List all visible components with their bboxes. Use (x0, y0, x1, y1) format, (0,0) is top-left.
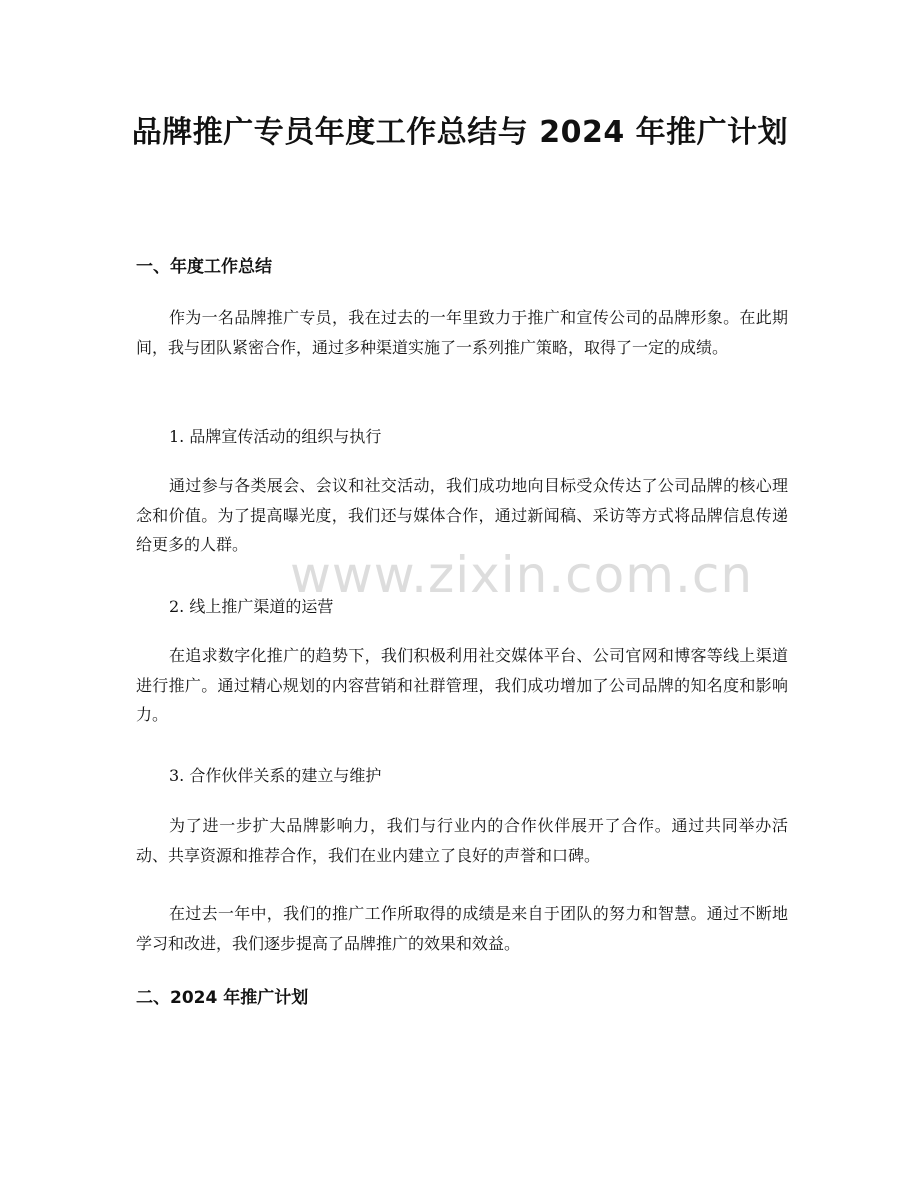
document-title: 品牌推广专员年度工作总结与 2024 年推广计划 (131, 115, 789, 150)
item-title-3: 3. 合作伙伴关系的建立与维护 (169, 766, 382, 785)
section-heading-summary: 一、年度工作总结 (136, 257, 272, 277)
conclusion-paragraph: 在过去一年中，我们的推广工作所取得的成绩是来自于团队的努力和智慧。通过不断地学习和改进，我们逐步提高了品牌推广的效果和效益。 (136, 904, 788, 953)
item-title-1: 1. 品牌宣传活动的组织与执行 (169, 427, 382, 446)
item-text-3: 为了进一步扩大品牌影响力，我们与行业内的合作伙伴展开了合作。通过共同举办活动、共享资源和推荐合作，我们在业内建立了良好的声誉和口碑。 (136, 816, 788, 865)
item-text-2: 在追求数字化推广的趋势下，我们积极利用社交媒体平台、公司官网和博客等线上渠道进行推广。通过精心规划的内容营销和社群管理，我们成功增加了公司品牌的知名度和影响力。 (136, 646, 788, 724)
item-text-1: 通过参与各类展会、会议和社交活动，我们成功地向目标受众传达了公司品牌的核心理念和价值。为了提高曝光度，我们还与媒体合作，通过新闻稿、采访等方式将品牌信息传递给更多的人群。 (136, 476, 788, 554)
item-title-2: 2. 线上推广渠道的运营 (169, 597, 334, 616)
section-heading-plan: 二、2024 年推广计划 (136, 988, 309, 1008)
watermark: www.zixin.com.cn (290, 546, 754, 604)
intro-paragraph: 作为一名品牌推广专员，我在过去的一年里致力于推广和宣传公司的品牌形象。在此期间，我与团队紧密合作，通过多种渠道实施了一系列推广策略，取得了一定的成绩。 (136, 308, 788, 357)
